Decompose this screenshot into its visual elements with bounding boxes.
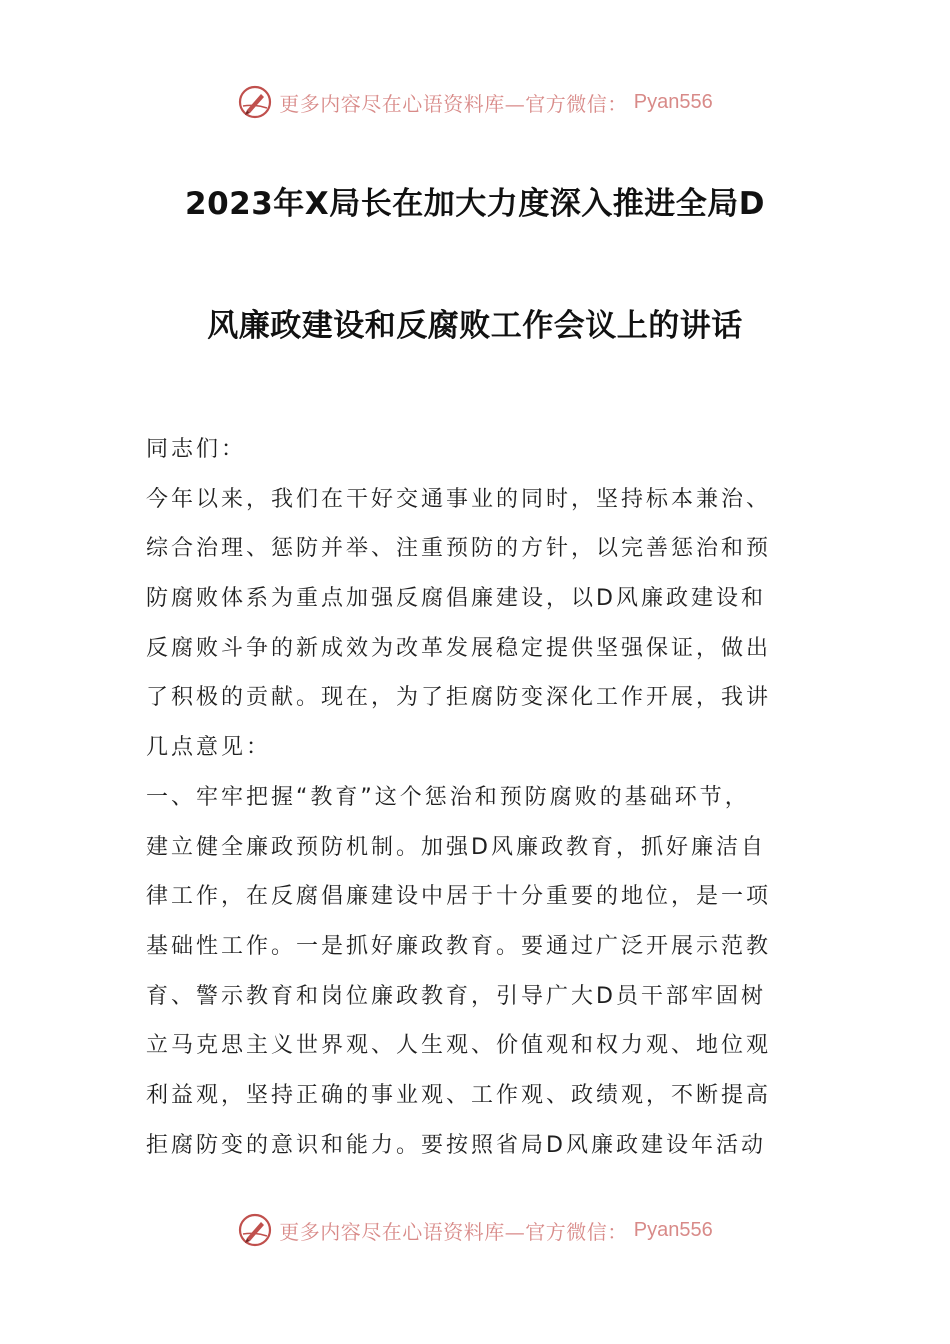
body-line: 律工作，在反腐倡廉建设中居于十分重要的地位，是一项: [146, 884, 772, 910]
body-line: 基础性工作。一是抓好廉政教育。要通过广泛开展示范教: [146, 933, 772, 959]
pen-logo-icon: [237, 84, 273, 120]
body-line: 利益观，坚持正确的事业观、工作观、政绩观，不断提高: [146, 1082, 772, 1108]
body-line: 立马克思主义世界观、人生观、价值观和权力观、地位观: [146, 1033, 772, 1059]
watermark-wechat-id: Pyan556: [633, 1218, 713, 1241]
body-line: 反腐败斗争的新成效为改革发展稳定提供坚强保证，做出: [146, 635, 772, 661]
body-line: 防腐败体系为重点加强反腐倡廉建设，以D风廉政建设和: [146, 586, 766, 612]
body-line: 拒腐防变的意识和能力。要按照省局D风廉政建设年活动: [146, 1132, 766, 1158]
body-line: 几点意见：: [146, 735, 272, 761]
watermark-text: 更多内容尽在心语资料库—官方微信：: [279, 91, 628, 116]
watermark-text: 更多内容尽在心语资料库—官方微信：: [279, 1219, 628, 1244]
document-title-line-2: 风廉政建设和反腐败工作会议上的讲话: [207, 308, 743, 344]
document-title-line-1: 2023年X局长在加大力度深入推进全局D: [185, 186, 765, 222]
speech-body: [146, 425, 816, 1170]
body-line: 了积极的贡献。现在，为了拒腐防变深化工作开展，我讲: [146, 685, 772, 711]
body-line: 建立健全廉政预防机制。加强D风廉政教育，抓好廉洁自: [146, 834, 766, 860]
watermark-wechat-id: Pyan556: [633, 90, 713, 113]
top-watermark-banner: [0, 82, 950, 122]
pen-logo-icon: [237, 1212, 273, 1248]
body-line: 今年以来，我们在干好交通事业的同时，坚持标本兼治、: [146, 486, 772, 512]
body-line: 育、警示教育和岗位廉政教育，引导广大D员干部牢固树: [146, 983, 766, 1009]
body-line: 综合治理、惩防并举、注重预防的方针，以完善惩治和预: [146, 536, 772, 562]
body-line: 一、牢牢把握“教育”这个惩治和预防腐败的基础环节，: [146, 784, 750, 810]
bottom-watermark-banner: [0, 1210, 950, 1250]
body-line: 同志们：: [146, 437, 247, 462]
